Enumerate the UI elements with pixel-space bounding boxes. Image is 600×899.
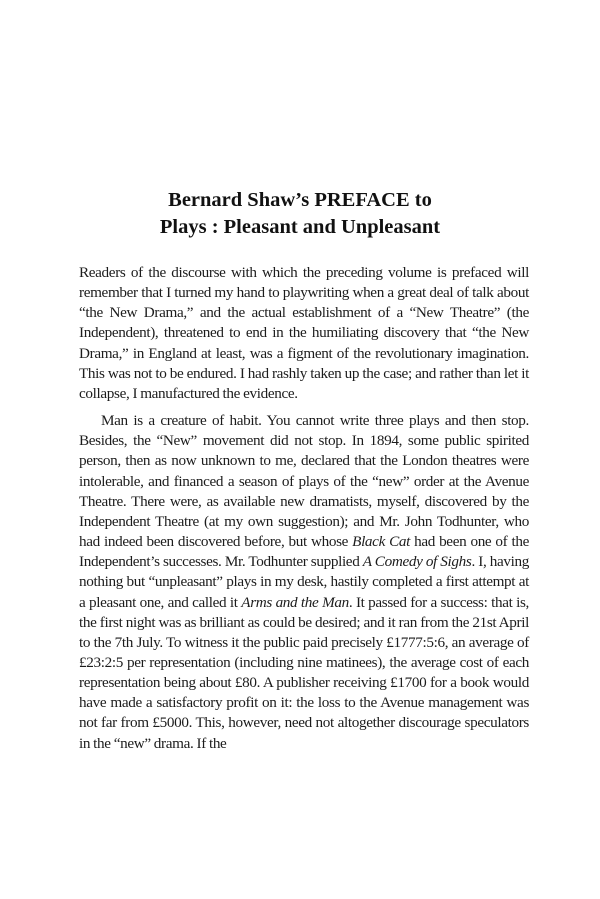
chapter-title-line-1: Bernard Shaw’s PREFACE to xyxy=(168,189,432,211)
body-text xyxy=(79,263,529,754)
chapter-title xyxy=(0,187,600,241)
chapter-title-line-2: Plays : Pleasant and Unpleasant xyxy=(159,216,441,238)
paragraph-2-part-1: Man is a creature of habit. You cannot write three plays and then stop. Besides, the “New” movement did not stop. In 1894, some public spirited person, then as now unknown to me, declared that the London theatres were intolerable, and financed a season of plays of the “new” order at the Avenue Theatre. There were, as available new dramatists, myself, discovered by the Independent Theatre (at my own suggestion); and Mr. John Todhunter, who had indeed been discovered before, but whose xyxy=(79,412,529,551)
paragraph-2-part-3: . I, having nothing but “unpleasant” plays in my desk, hastily completed a first attempt at a pleasant one, and called it xyxy=(79,553,529,611)
paragraph-1: Readers of the discourse with which the preceding volume is prefaced will remember that I turned my hand to playwriting when a great deal of talk about “the New Drama,” and the actual establishment of a “New Theatre” (the Independent), threatened to end in the humiliating discovery that “the New Drama,” in England at least, was a figment of the revolutionary imagination. This was not to be endured. I had rashly taken up the case; and rather than let it collapse, I manufactured the evidence. xyxy=(79,264,529,402)
paragraph-2-part-2: had been one of the Independent’s successes. Mr. Todhunter supplied xyxy=(79,533,529,571)
title-arms-and-the-man: Arms and the Man xyxy=(241,593,349,611)
title-black-cat: Black Cat xyxy=(352,533,410,551)
paragraph-2-part-4: . It passed for a success: that is, the first night was as brilliant as could be desired; and it ran from the 21st April to the 7th July. To witness it the public paid precisely £1777:5:6, an average of £23:2:5 per representation (including nine matinees), the average cost of each representation being about £80. A publisher receiving £1700 for a book would have made a satisfactory profit on it: the loss to the Avenue management was not far from £5000. This, however, need not altogether discourage speculators in the “new” drama. If the xyxy=(79,593,530,752)
paragraph-2 xyxy=(79,411,529,754)
title-comedy-of-sighs: A Comedy of Sighs xyxy=(362,553,472,571)
